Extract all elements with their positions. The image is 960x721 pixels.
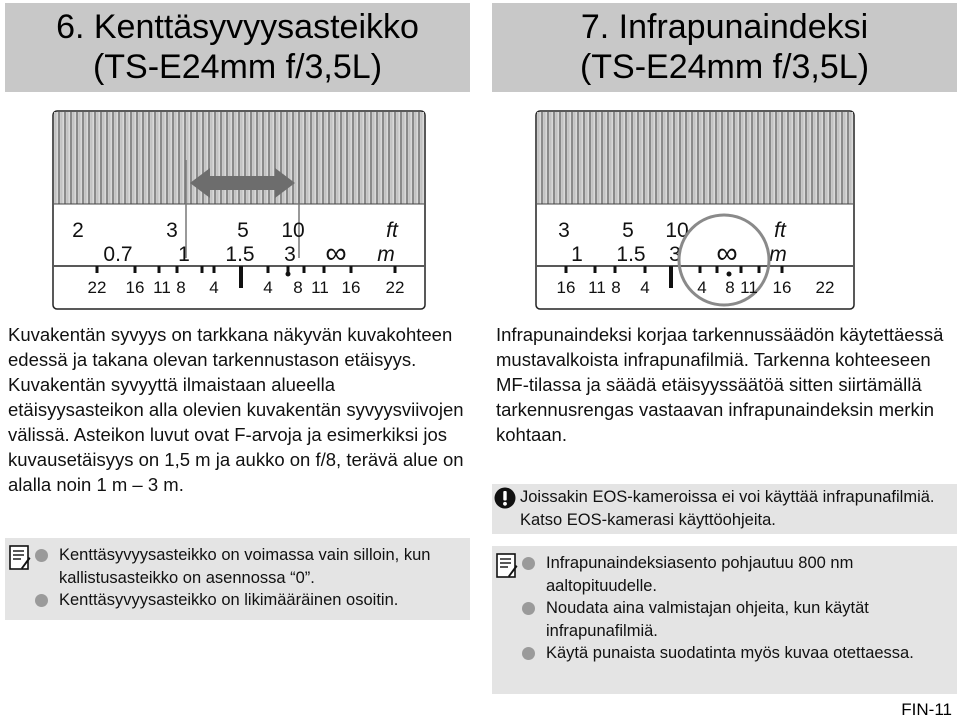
m-unit: m [769,243,787,266]
aperture-label: 22 [87,278,107,297]
aperture-label: 16 [772,278,792,297]
aperture-label: 11 [153,278,171,297]
note-item: Käytä punaista suodatinta myös kuvaa otettaessa. [522,642,957,665]
aperture-label: 8 [725,278,735,297]
ft-label: 10 [665,219,689,242]
aperture-label: 11 [740,278,758,297]
aperture-label: 4 [209,278,219,297]
section-6-subtitle: (TS-E24mm f/3,5L) [92,48,383,86]
bullet-icon [35,594,48,607]
depth-of-field-paragraph: Kuvakentän syvyys on tarkkana näkyvän kuvakohteen edessä ja takana olevan tarkennustason etäisyys. Kuvakentän syvyyttä ilmaistaan alueella etäisyysasteikon alla olevien kuvakentän syvyysviivojen välissä. Asteikon luvut ovat F-arvoja ja esimerkiksi jos kuvausetäisyys on 1,5 m ja aukko on f/8, terävä alue on alalla noin 1 m – 3 m. [8,324,464,495]
ft-label: 5 [237,219,249,242]
note-item: Infrapunaindeksiasento pohjautuu 800 nm aaltopituudelle. [522,552,957,597]
memo-icon [496,553,518,579]
focus-index-mark [669,266,673,288]
infinity-symbol: ∞ [325,237,347,270]
m-label: 3 [669,243,681,266]
ft-unit: ft [386,219,398,242]
m-label: 1.5 [225,243,255,266]
note-item: Kenttäsyvyysasteikko on voimassa vain silloin, kun kallistusasteikko on asennossa “0”. [35,544,470,589]
memo-icon [9,545,31,571]
ft-unit: ft [774,219,786,242]
ft-label: 10 [281,219,305,242]
infinity-symbol: ∞ [716,237,738,270]
aperture-label: 16 [556,278,576,297]
m-unit: m [377,243,395,266]
aperture-label: 8 [293,278,303,297]
caution-text: Joissakin EOS-kameroissa ei voi käyttää infrapunafilmiä. Katso EOS-kamerasi käyttöohjeita. [520,488,935,529]
section-7-heading [492,3,957,92]
section-7-title: 7. Infrapunaindeksi [580,8,869,46]
section-7-subtitle: (TS-E24mm f/3,5L) [579,48,870,86]
depth-of-field-notes [5,538,470,620]
aperture-label: 4 [697,278,707,297]
aperture-label: 8 [611,278,621,297]
ft-label: 3 [558,219,570,242]
depth-of-field-scale-illustration [52,110,426,310]
infrared-index-description [496,322,956,447]
ft-label: 2 [72,219,84,242]
infrared-index-paragraph: Infrapunaindeksi korjaa tarkennussäädön käytettäessä mustavalkoista infrapunafilmiä. Tarkenna kohteeseen MF-tilassa ja säädä etäisyyssäätöä sitten siirtämällä tarkennusrengas vastaavan infrapunaindeksin merkin kohtaan. [496,324,944,445]
caution-icon [494,487,516,509]
aperture-label: 22 [385,278,405,297]
note-item: Noudata aina valmistajan ohjeita, kun käytät infrapunafilmiä. [522,597,957,642]
aperture-label: 11 [588,278,606,297]
aperture-label: 4 [640,278,650,297]
focus-index-mark [239,266,243,288]
infrared-index-dot [727,272,732,277]
ft-label: 3 [166,219,178,242]
aperture-label: 22 [815,278,835,297]
ft-label: 5 [622,219,634,242]
caution-box [492,484,957,534]
bullet-icon [522,647,535,660]
bullet-icon [522,557,535,570]
page-number: FIN-11 [901,700,952,719]
bullet-icon [35,549,48,562]
m-label: 3 [284,243,296,266]
aperture-label: 4 [263,278,273,297]
infrared-index-scale-illustration [535,110,855,310]
bullet-icon [522,602,535,615]
infrared-index-notes [492,546,957,694]
section-6-title: 6. Kenttäsyvyysasteikko [56,8,419,46]
m-label: 1 [178,243,190,266]
aperture-label: 8 [176,278,186,297]
aperture-label: 16 [125,278,145,297]
note-item: Kenttäsyvyysasteikko on likimääräinen osoitin. [35,589,470,612]
depth-of-field-description [8,322,470,497]
aperture-label: 11 [311,278,329,297]
m-label: 1 [571,243,583,266]
aperture-label: 16 [341,278,361,297]
m-label: 0.7 [103,243,133,266]
m-label: 1.5 [616,243,646,266]
section-6-heading [5,3,470,92]
